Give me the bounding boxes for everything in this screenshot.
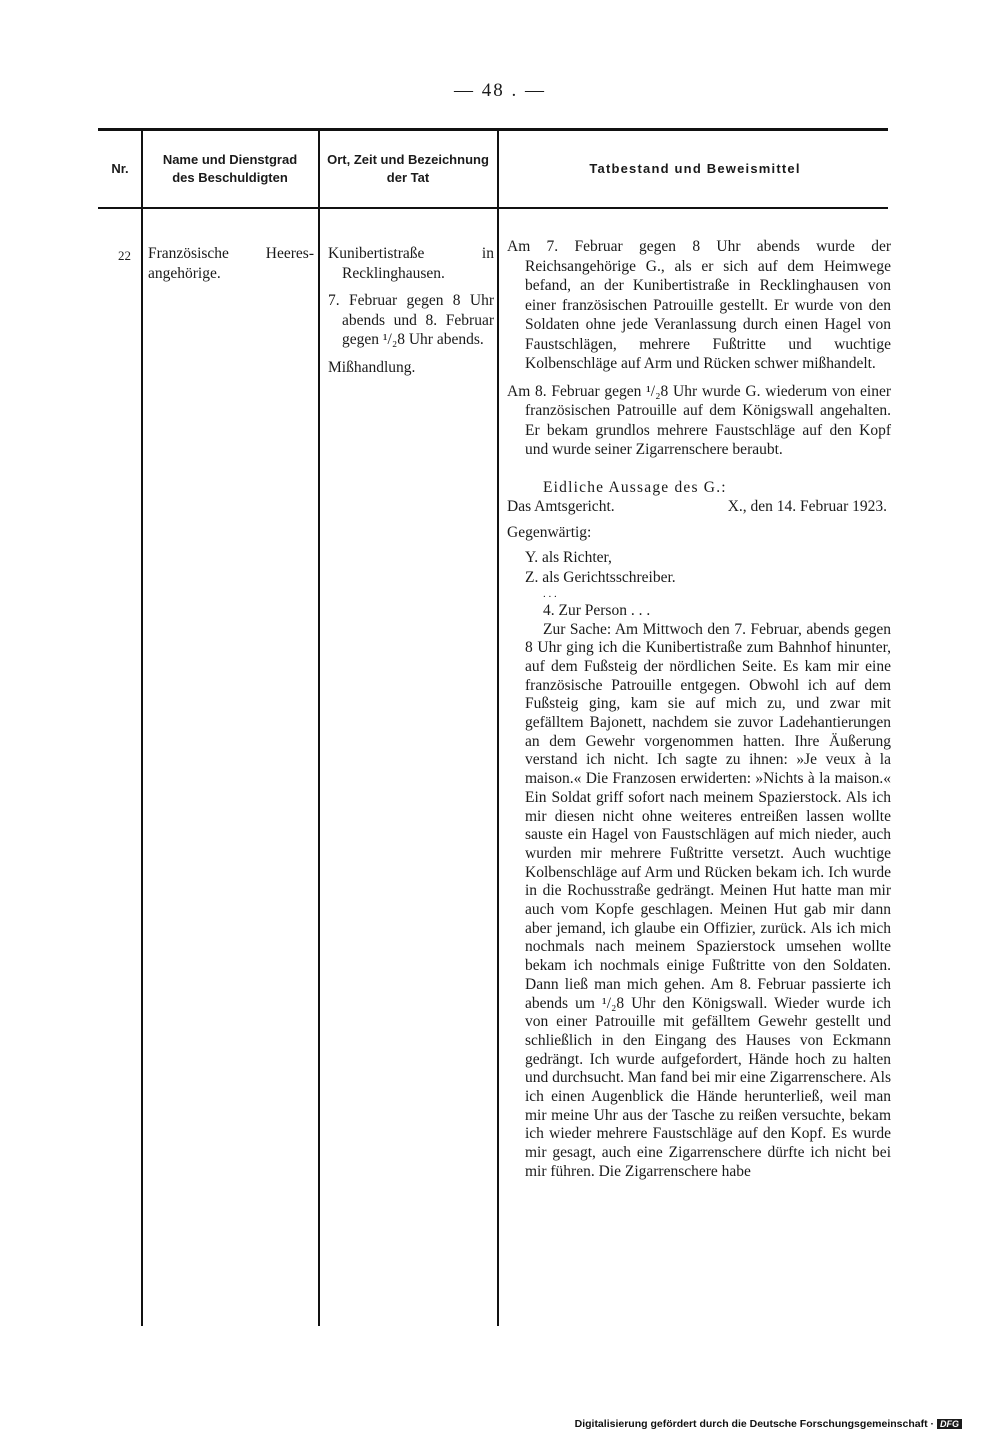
time-text: 7. Februar gegen 8 Uhr abends und 8. Februar gegen ¹/₂8 Uhr abends. xyxy=(328,292,494,348)
accused-line-2: angehörige. xyxy=(148,264,221,282)
column-divider-2 xyxy=(318,131,320,1326)
offense-text: Mißhandlung. xyxy=(328,358,416,376)
footer-text: Digitalisierung gefördert durch die Deutsche Forschungsgemeinschaft · xyxy=(574,1418,934,1430)
clerk-line: Z. als Gerichtsschreiber. xyxy=(525,568,676,586)
place-text: Kunibertistraße in Recklinghausen. xyxy=(328,245,494,282)
footer-credit xyxy=(575,1418,962,1430)
facts-paragraph-1: Am 7. Februar gegen 8 Uhr abends wurde der Reichsangehörige G., als er sich auf dem Heimwege befand, an der Kunibertistraße in Recklinghausen von einer französischen Patrouille gestellt. Er wurde von den Soldaten ohne jede Veranlassung durch einen Hagel von Faustschlägen, mehrere Fußtritte und wuchtige Kolbenschläge auf Arm und Rücken schwer mißhandelt. xyxy=(507,238,891,372)
dfg-logo: DFG xyxy=(937,1419,962,1429)
header-facts: Tatbestand und Beweismittel xyxy=(589,161,801,176)
court-name: Das Amtsgericht. xyxy=(507,498,615,515)
present-label: Gegenwärtig: xyxy=(507,523,592,541)
column-divider-3 xyxy=(497,131,499,1326)
page-number: — 48 . — xyxy=(454,80,546,101)
facts-cell xyxy=(507,237,891,1182)
person-line: 4. Zur Person . . . xyxy=(543,602,651,619)
place-cell xyxy=(328,244,494,377)
accused-line-1: Französische Heeres- xyxy=(148,245,314,262)
accused-cell xyxy=(148,244,314,283)
testimony-title: Eidliche Aussage des G.: xyxy=(543,478,727,496)
judge-line: Y. als Richter, xyxy=(525,549,612,566)
column-divider-1 xyxy=(141,131,143,1326)
ellipsis-line: . . . xyxy=(543,588,557,600)
header-place: Ort, Zeit und Bezeichnung der Tat xyxy=(327,152,489,185)
table-top-rule xyxy=(98,128,888,131)
header-nr: Nr. xyxy=(111,161,129,176)
header-name: Name und Dienstgrad des Beschuldigten xyxy=(162,152,298,185)
court-line xyxy=(507,497,891,517)
matter-paragraph: Zur Sache: Am Mittwoch den 7. Februar, abends gegen 8 Uhr ging ich die Kunibertistraße zum Bahnhof hinunter, auf dem Fußsteig der nördlichen Seite. Es kam mir eine französische Patrouille entgegen. Obwohl ich auf dem Fußsteig ging, kam sie auf mich zu, und zwar mit gefälltem Bajonett, nachdem sie zuvor Ladehantierungen an dem Gewehr vorgenommen hatten. Ihre Äußerung verstand ich nicht. Ich sagte zu ihnen: »Je veux à la maison.« Die Franzosen erwiderten: »Nichts à la maison.« Ein Soldat griff sofort nach meinem Spazierstock. Als ich mir diesen nicht ohne weiteres entreißen lassen wollte sauste ein Hagel von Faustschlägen auf mich nieder, auch wurden mir mehrere Fußtritte versetzt. Auch wuchtige Kolbenschläge auf Arm und Rücken bekam ich. Ich wurde in die Rochusstraße gedrängt. Meinen Hut hatte man mir auch vom Kopfe geschlagen. Meinen Hut gab mir dann aber jemand, ich glaube ein Offizier, zurück. Als ich mich nochmals nach meinem Spazierstock umsehen wollte bekam ich nochmals einige Fußtritte von den Soldaten. Dann ließ man mich gehen. Am 8. Februar passierte ich abends um ¹/₂8 Uhr den Königswall. Wieder wurde ich von einer Patrouille mit gefälltem Gewehr gestellt und schließlich in den Eingang des Hauses von Eckmann gedrängt. Ich wurde aufgefordert, Hände hoch zu halten und durchsucht. Man fand bei mir eine Zigarrenschere. Als ich einen Augenblick die Hände herunterließ, weil man mir meine Uhr aus der Tasche zu reißen versuchte, bekam ich wieder mehrere Faustschläge auf den Kopf. Es wurde mir gesagt, auch eine Zigarrenschere dürfte ich nicht bei mir führen. Die Zigarrenschere habe xyxy=(525,620,891,1180)
facts-paragraph-2: Am 8. Februar gegen ¹/₂8 Uhr wurde G. wiederum von einer französischen Patrouille auf dem Königswall angehalten. Er bekam grundlos mehrere Faustschläge auf den Kopf und wurde seiner Zigarrenschere beraubt. xyxy=(507,382,891,458)
court-date: X., den 14. Februar 1923. xyxy=(727,498,887,515)
row-number: 22 xyxy=(118,248,131,263)
table-header-bottom-rule xyxy=(98,207,888,209)
